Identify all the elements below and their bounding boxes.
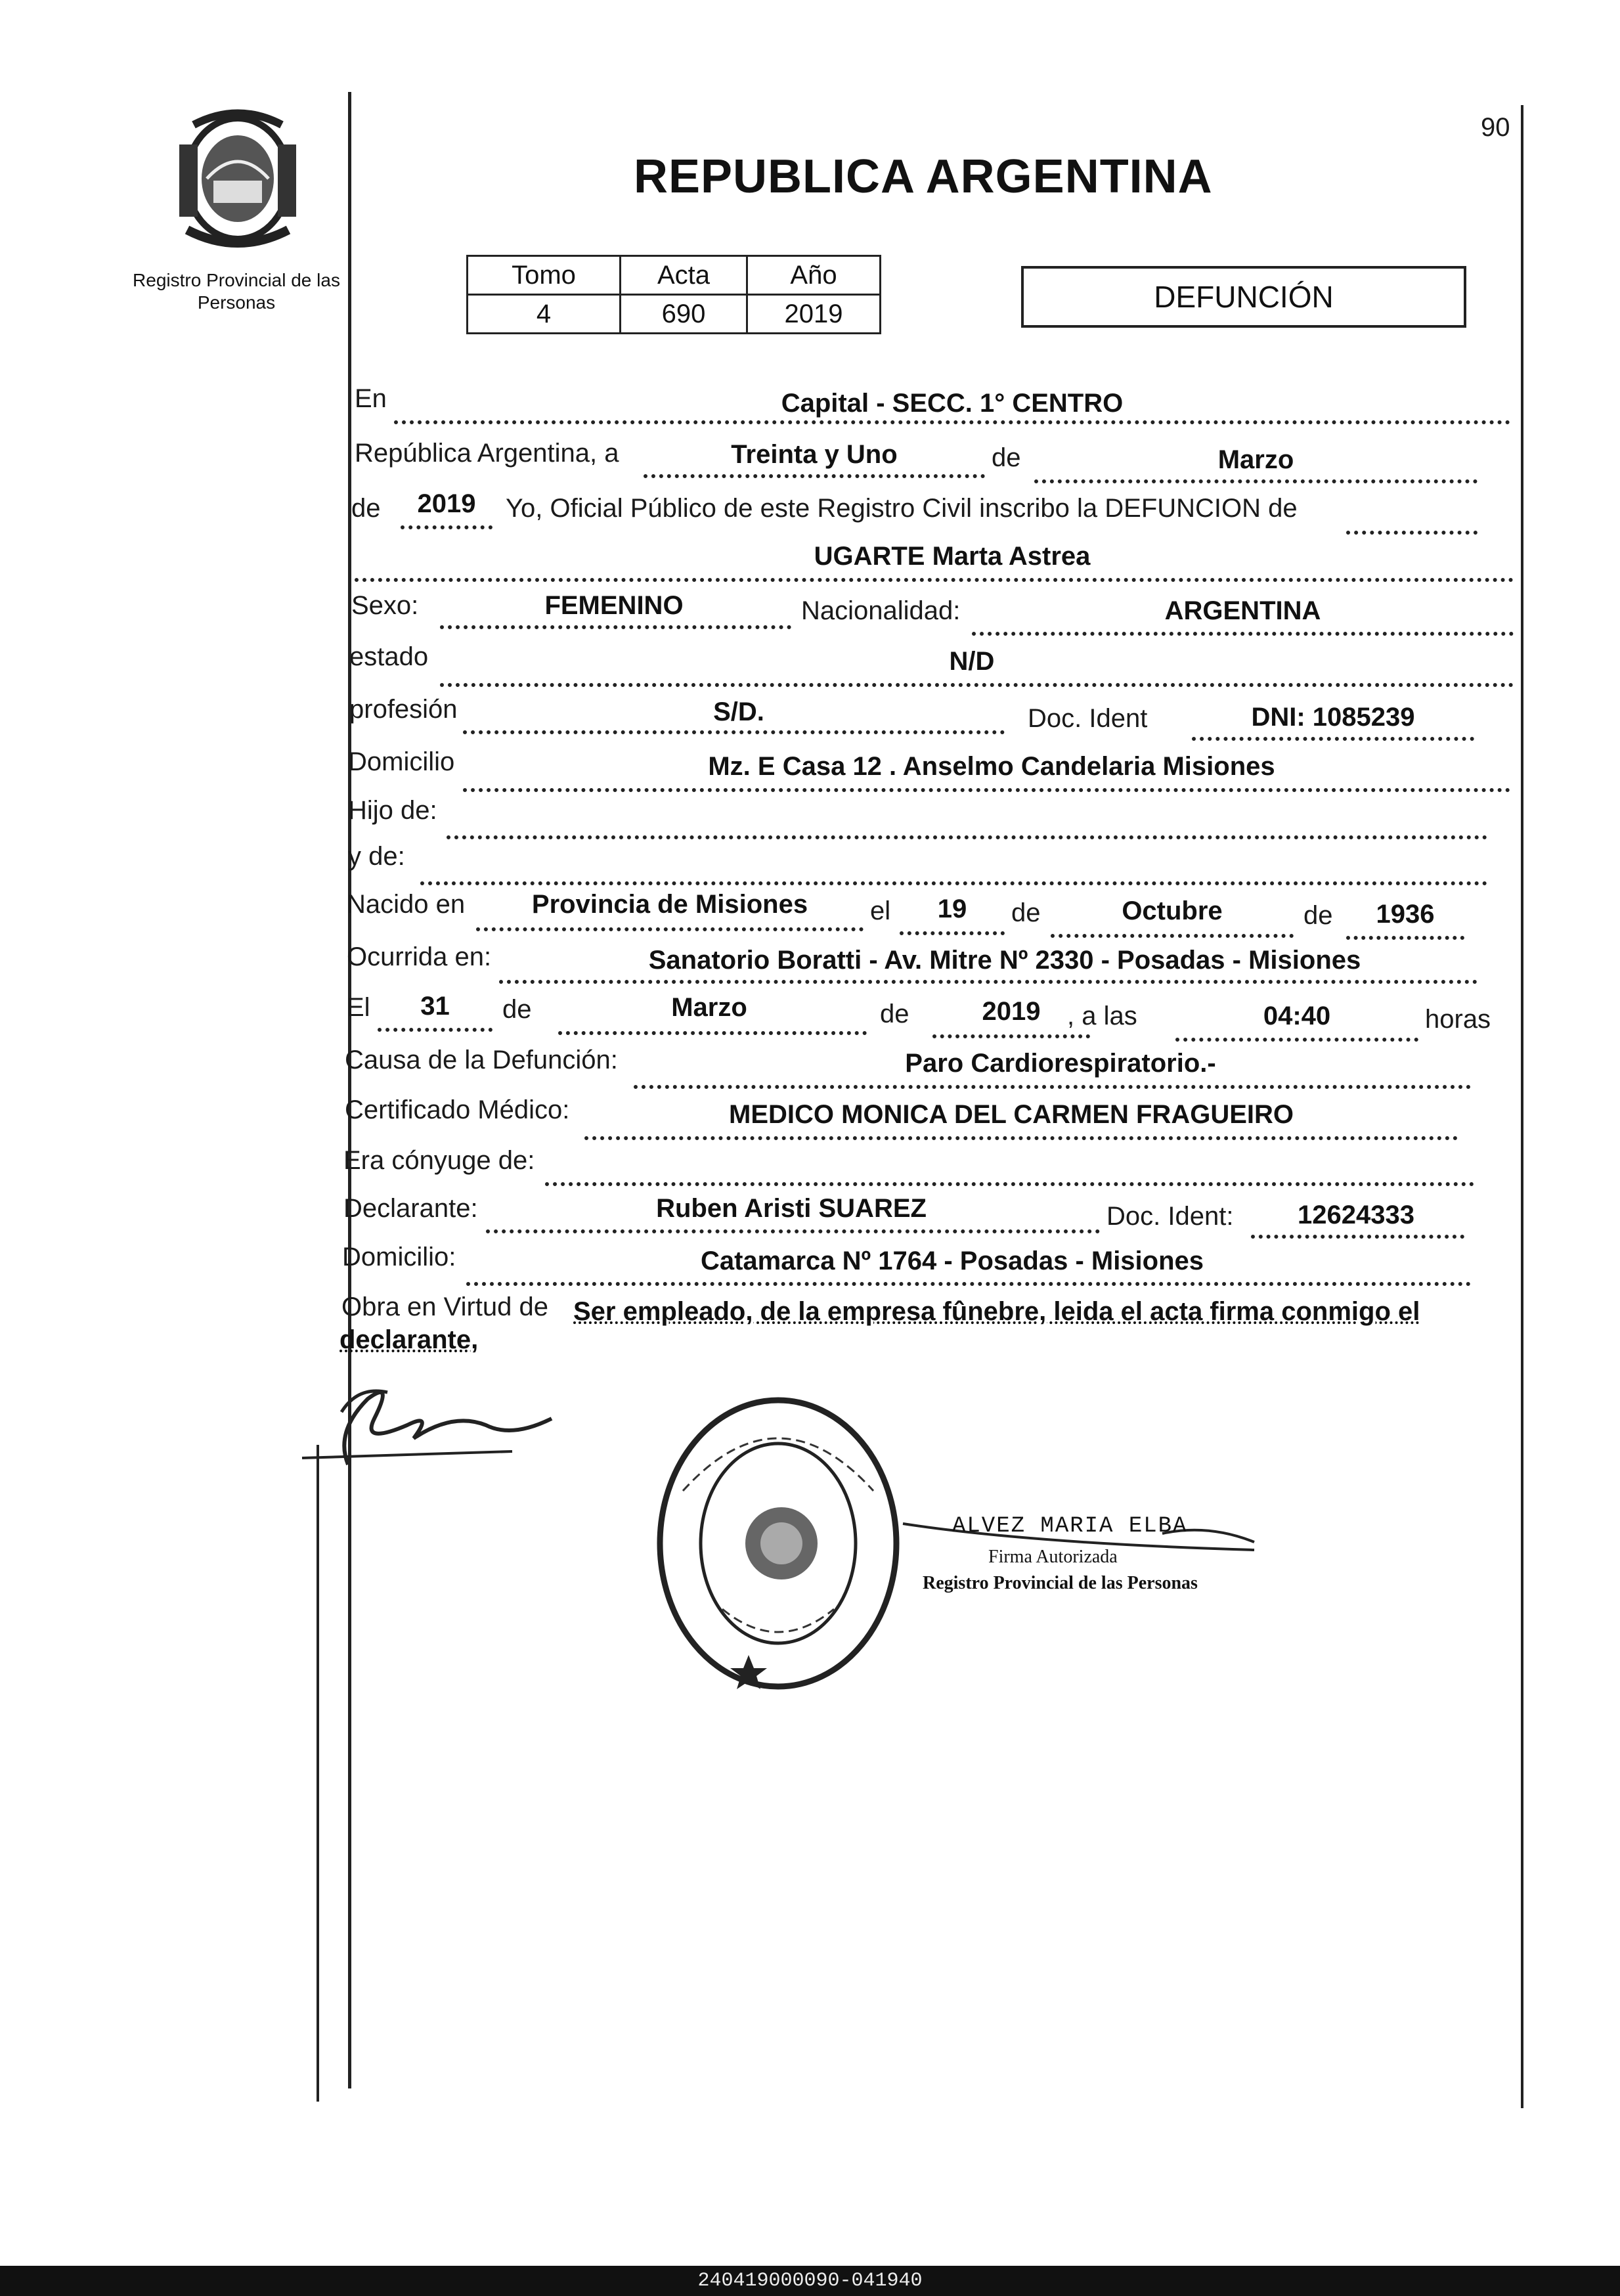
official-oval-stamp <box>650 1392 906 1694</box>
left-margin-line-lower <box>317 1445 319 2102</box>
value-domicilio: Mz. E Casa 12 . Anselmo Candelaria Misiones <box>708 752 1275 781</box>
dotted-line <box>1051 934 1294 938</box>
value-month: Marzo <box>1217 445 1294 474</box>
dotted-line <box>900 931 1005 935</box>
label-sexo: Sexo: <box>351 591 419 620</box>
value-birth-year: 1936 <box>1376 900 1435 929</box>
dotted-line <box>1034 479 1478 483</box>
dotted-line <box>463 730 1005 734</box>
value-death-year: 2019 <box>982 997 1041 1026</box>
dotted-line <box>499 980 1478 984</box>
value-death-place: Sanatorio Boratti - Av. Mitre Nº 2330 - Posadas - Misiones <box>648 946 1361 975</box>
value-birthplace: Provincia de Misiones <box>531 890 808 919</box>
label-de: de <box>992 443 1021 472</box>
page-number: 90 <box>1481 113 1510 142</box>
registry-header-ano: Año <box>747 256 881 295</box>
dotted-line <box>1175 1038 1418 1042</box>
label-domicilio: Domicilio <box>348 747 455 776</box>
oficial-statement: Yo, Oficial Público de este Registro Civil inscribo la DEFUNCION de <box>506 494 1298 523</box>
label-nacionalidad: Nacionalidad: <box>801 596 961 625</box>
label-declarante: Declarante: <box>343 1194 478 1223</box>
registry-value-acta: 690 <box>621 295 747 334</box>
official-name: ALVEZ MARIA ELBA <box>952 1514 1188 1539</box>
label-profesion: profesión <box>349 695 458 724</box>
value-declarante: Ruben Aristi SUAREZ <box>656 1194 927 1223</box>
value-birth-day: 19 <box>937 894 967 923</box>
dotted-line <box>644 474 985 478</box>
value-causa: Paro Cardiorespiratorio.- <box>905 1049 1216 1078</box>
value-estado: N/D <box>949 647 995 676</box>
label-en: En <box>355 384 387 413</box>
value-obra-line1: Ser empleado, de la empresa fûnebre, leida el acta firma conmigo el <box>573 1297 1420 1326</box>
label-hijo-de: Hijo de: <box>348 796 437 825</box>
page-title: REPUBLICA ARGENTINA <box>634 150 1213 203</box>
label-causa: Causa de la Defunción: <box>345 1046 618 1074</box>
label-conyuge: Era cónyuge de: <box>343 1146 535 1175</box>
value-death-time: 04:40 <box>1263 1002 1331 1030</box>
value-death-day: 31 <box>420 992 450 1021</box>
value-place: Capital - SECC. 1° CENTRO <box>781 389 1124 418</box>
value-nacionalidad: ARGENTINA <box>1164 596 1321 625</box>
dotted-line <box>584 1136 1458 1140</box>
label-el: el <box>870 896 891 925</box>
official-role: Firma Autorizada <box>988 1547 1118 1567</box>
label-obra-en-virtud: Obra en Virtud de <box>341 1292 549 1321</box>
dotted-line <box>634 1085 1471 1089</box>
label-de-birth-month: de <box>1011 898 1041 927</box>
dotted-line <box>447 835 1487 839</box>
dotted-line <box>463 788 1510 792</box>
label-certificado: Certificado Médico: <box>345 1095 570 1124</box>
label-de-year: de <box>351 494 381 523</box>
seal-caption: Registro Provincial de las Personas <box>133 270 340 313</box>
label-horas: horas <box>1425 1005 1491 1034</box>
dotted-line <box>1251 1235 1464 1239</box>
registry-value-tomo: 4 <box>468 295 621 334</box>
document-type-box: DEFUNCIÓN <box>1021 266 1466 328</box>
label-nacido-en: Nacido en <box>347 890 466 919</box>
dotted-line <box>932 1034 1090 1038</box>
dotted-line <box>545 1182 1474 1186</box>
dotted-line <box>420 881 1487 885</box>
dotted-line <box>1346 936 1464 940</box>
dotted-line <box>1192 737 1474 741</box>
dotted-line <box>401 525 493 529</box>
label-de-death-year: de <box>880 1000 909 1028</box>
value-domicilio-declarante: Catamarca Nº 1764 - Posadas - Misiones <box>700 1247 1204 1275</box>
value-year: 2019 <box>417 489 476 518</box>
value-day-words: Treinta y Uno <box>731 440 898 469</box>
value-obra-line2: declarante, <box>339 1325 479 1354</box>
label-y-de: y de: <box>348 842 405 871</box>
value-doc-ident-declarante: 12624333 <box>1298 1201 1414 1229</box>
right-margin-line <box>1521 105 1523 2108</box>
value-birth-month: Octubre <box>1122 896 1223 925</box>
label-a-las: , a las <box>1067 1002 1137 1030</box>
dotted-line <box>378 1028 493 1032</box>
dotted-line <box>466 1282 1471 1286</box>
registry-header-acta: Acta <box>621 256 747 295</box>
misiones-seal-logo <box>167 105 309 253</box>
dotted-line <box>558 1031 867 1035</box>
label-de-birth-year: de <box>1303 901 1333 930</box>
dotted-line <box>486 1229 1100 1233</box>
left-margin-line <box>348 92 351 2088</box>
value-death-month: Marzo <box>671 993 747 1022</box>
value-deceased-name: UGARTE Marta Astrea <box>814 542 1091 571</box>
dotted-line <box>440 683 1514 687</box>
value-sexo: FEMENINO <box>544 591 684 620</box>
registry-table <box>466 255 881 334</box>
value-profesion: S/D. <box>713 697 764 726</box>
registry-header-tomo: Tomo <box>468 256 621 295</box>
label-de-death-month: de <box>502 995 532 1024</box>
registry-value-ano: 2019 <box>747 295 881 334</box>
label-domicilio-declarante: Domicilio: <box>342 1243 456 1271</box>
dotted-line <box>440 625 791 629</box>
dotted-line <box>394 420 1510 424</box>
official-org: Registro Provincial de las Personas <box>923 1573 1198 1593</box>
dotted-line <box>972 632 1514 636</box>
label-el-death: El <box>347 993 370 1022</box>
footer-code-bar: 240419000090-041940 <box>0 2266 1620 2296</box>
label-doc-ident-declarante: Doc. Ident: <box>1106 1202 1234 1231</box>
label-doc-ident: Doc. Ident <box>1028 704 1148 733</box>
declarante-signature <box>296 1373 571 1471</box>
dotted-line <box>1346 531 1478 535</box>
value-doc-ident: DNI: 1085239 <box>1251 703 1415 732</box>
dotted-line <box>476 927 864 931</box>
label-republica: República Argentina, a <box>355 439 619 468</box>
label-estado: estado <box>349 642 429 671</box>
value-certificado: MEDICO MONICA DEL CARMEN FRAGUEIRO <box>729 1100 1294 1129</box>
dotted-line <box>355 578 1514 582</box>
label-ocurrida-en: Ocurrida en: <box>347 942 492 971</box>
